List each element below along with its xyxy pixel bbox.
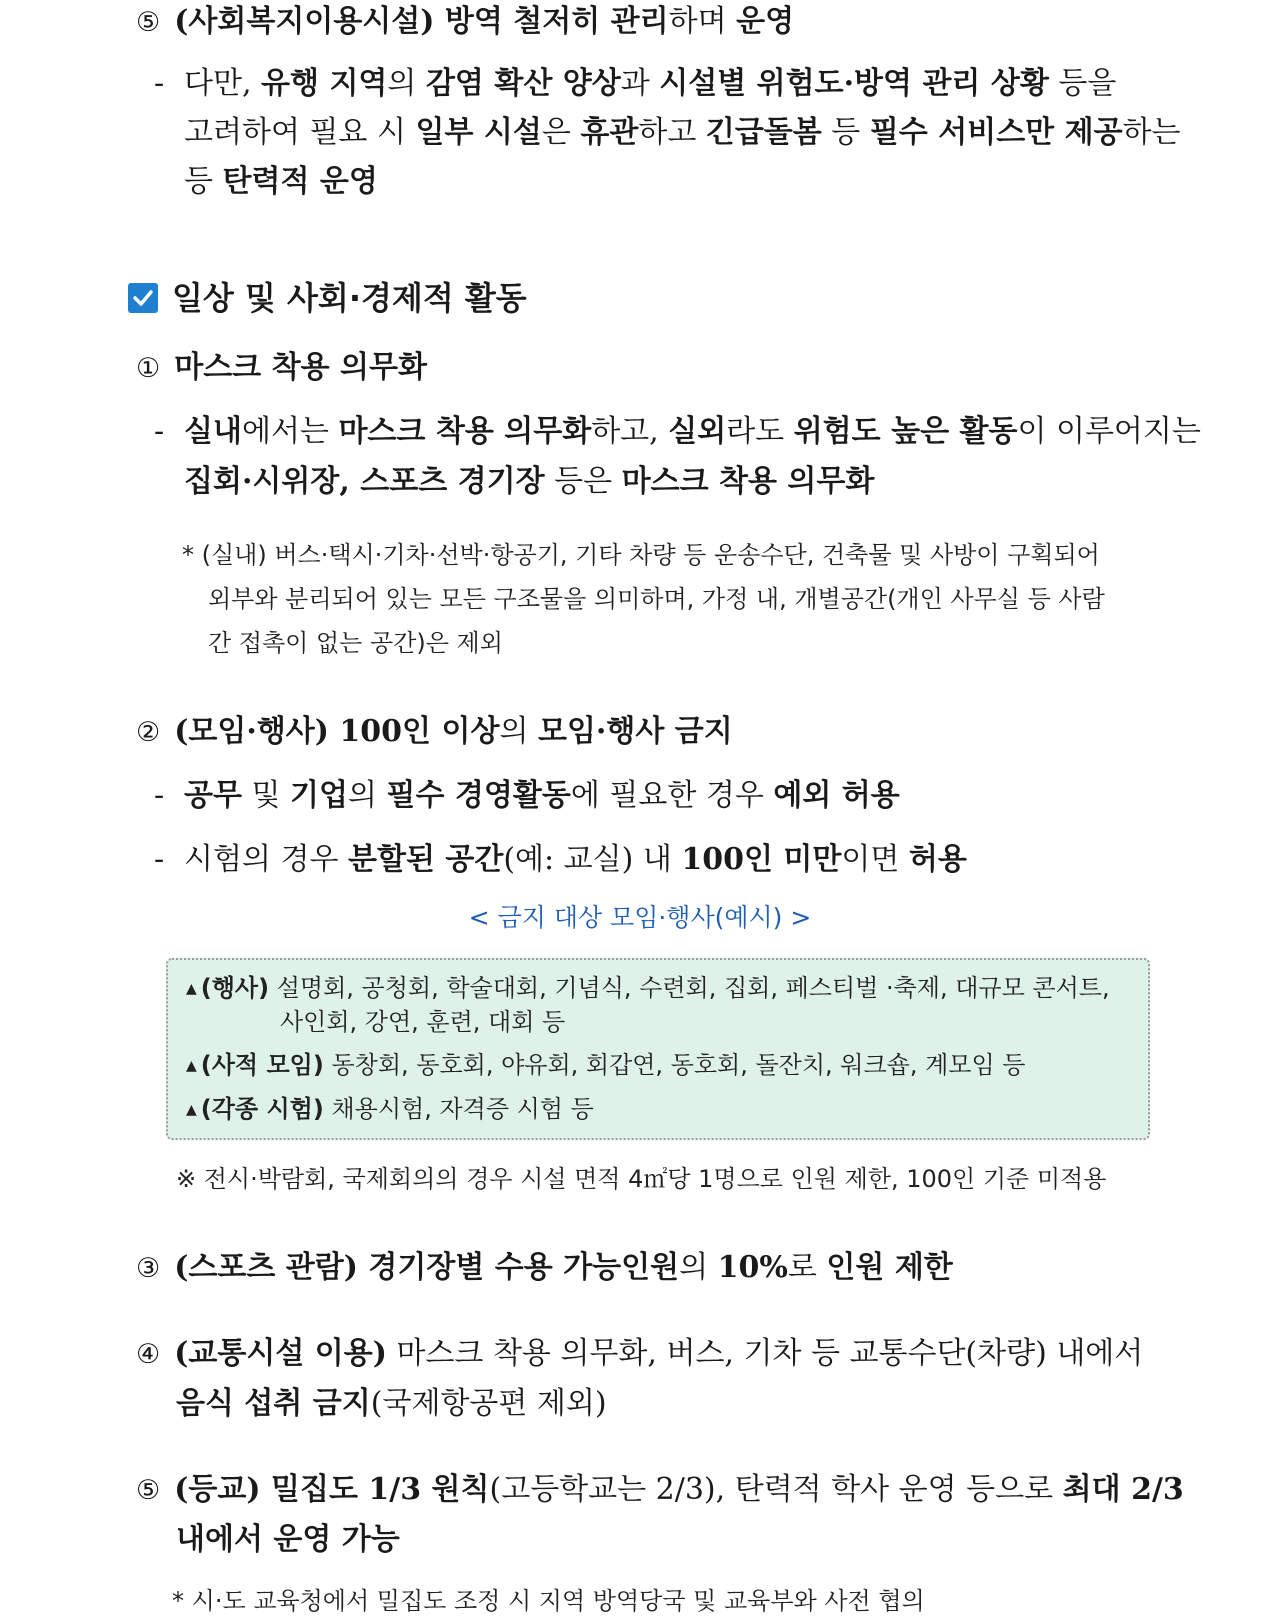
example-table-caption: < 금지 대상 모임·행사(예시) > — [468, 903, 812, 932]
event-row-continued: 사인회, 강연, 훈련, 대회 등 — [280, 1008, 566, 1036]
section-title: 일상 및 사회·경제적 활동 — [172, 279, 527, 317]
checkbox-icon — [128, 283, 158, 313]
section-heading — [128, 278, 527, 318]
transport-detail-line-2: 음식 섭취 금지(국제항공편 제외) — [176, 1386, 607, 1421]
gathering-detail-line-2: - 시험의 경우 분할된 공간(예: 교실) 내 100인 미만이면 허용 — [154, 842, 967, 877]
item-4-heading: ④ (교통시설 이용) 마스크 착용 의무화, 버스, 기차 등 교통수단(차량) 내에서 — [136, 1336, 1144, 1371]
indoor-footnote-line-3: 간 접촉이 없는 공간)은 제외 — [208, 629, 503, 657]
item-marker: ③ — [136, 1253, 161, 1284]
item-2-heading: ② (모임·행사) 100인 이상의 모임·행사 금지 — [136, 714, 733, 749]
item-1-heading: ① 마스크 착용 의무화 — [136, 350, 427, 385]
exhibition-note: ※ 전시·박람회, 국제회의의 경우 시설 면적 4㎡당 1명으로 인원 제한, 100인 기준 미적용 — [176, 1165, 1107, 1193]
school-footnote: * 시·도 교육청에서 밀집도 조정 시 지역 방역당국 및 교육부와 사전 협의 — [172, 1587, 925, 1615]
item-marker: ② — [136, 717, 161, 748]
item-marker: ④ — [136, 1339, 161, 1370]
item-marker: ⑤ — [136, 7, 161, 38]
exam-row: ▲ (각종 시험) 채용시험, 자격증 시험 등 — [186, 1095, 594, 1123]
item-marker: ⑤ — [136, 1475, 161, 1506]
mask-detail-line-2: 집회·시위장, 스포츠 경기장 등은 마스크 착용 의무화 — [184, 464, 875, 499]
mask-detail-line-1: - 실내에서는 마스크 착용 의무화하고, 실외라도 위험도 높은 활동이 이루어지는 — [154, 414, 1201, 449]
indoor-footnote-line-2: 외부와 분리되어 있는 모든 구조물을 의미하며, 가정 내, 개별공간(개인 사무실 등 사람 — [208, 585, 1105, 613]
gathering-detail-line-1: - 공무 및 기업의 필수 경영활동에 필요한 경우 예외 허용 — [154, 778, 900, 813]
private-gathering-row: ▲ (사적 모임) 동창회, 동호회, 야유회, 회갑연, 동호회, 돌잔치, 워크숍, 계모임 등 — [186, 1051, 1026, 1079]
item-5-school-heading: ⑤ (등교) 밀집도 1/3 원칙(고등학교는 2/3), 탄력적 학사 운영 등으로 최대 2/3 — [136, 1472, 1184, 1507]
event-row: ▲ (행사) 설명회, 공청회, 학술대회, 기념식, 수련회, 집회, 페스티벌 ·축제, 대규모 콘서트, — [186, 974, 1110, 1002]
item-3-heading: ③ (스포츠 관람) 경기장별 수용 가능인원의 10%로 인원 제한 — [136, 1250, 953, 1285]
welfare-detail-line-1: - 다만, 유행 지역의 감염 확산 양상과 시설별 위험도·방역 관리 상황 등을 — [154, 66, 1117, 101]
triangle-bullet-icon: ▲ — [186, 1102, 197, 1118]
triangle-bullet-icon: ▲ — [186, 1058, 197, 1074]
triangle-bullet-icon: ▲ — [186, 981, 197, 997]
item-5-welfare-heading: ⑤ (사회복지이용시설) 방역 철저히 관리하며 운영 — [136, 4, 795, 39]
banned-gatherings-box — [166, 958, 1150, 1140]
welfare-detail-line-2: 고려하여 필요 시 일부 시설은 휴관하고 긴급돌봄 등 필수 서비스만 제공하는 — [184, 115, 1181, 150]
item-marker: ① — [136, 353, 161, 384]
welfare-detail-line-3: 등 탄력적 운영 — [184, 164, 378, 199]
school-detail-line-2: 내에서 운영 가능 — [176, 1522, 400, 1557]
indoor-footnote-line-1: * (실내) 버스·택시·기차·선박·항공기, 기타 차량 등 운송수단, 건축물 및 사방이 구획되어 — [182, 541, 1100, 569]
